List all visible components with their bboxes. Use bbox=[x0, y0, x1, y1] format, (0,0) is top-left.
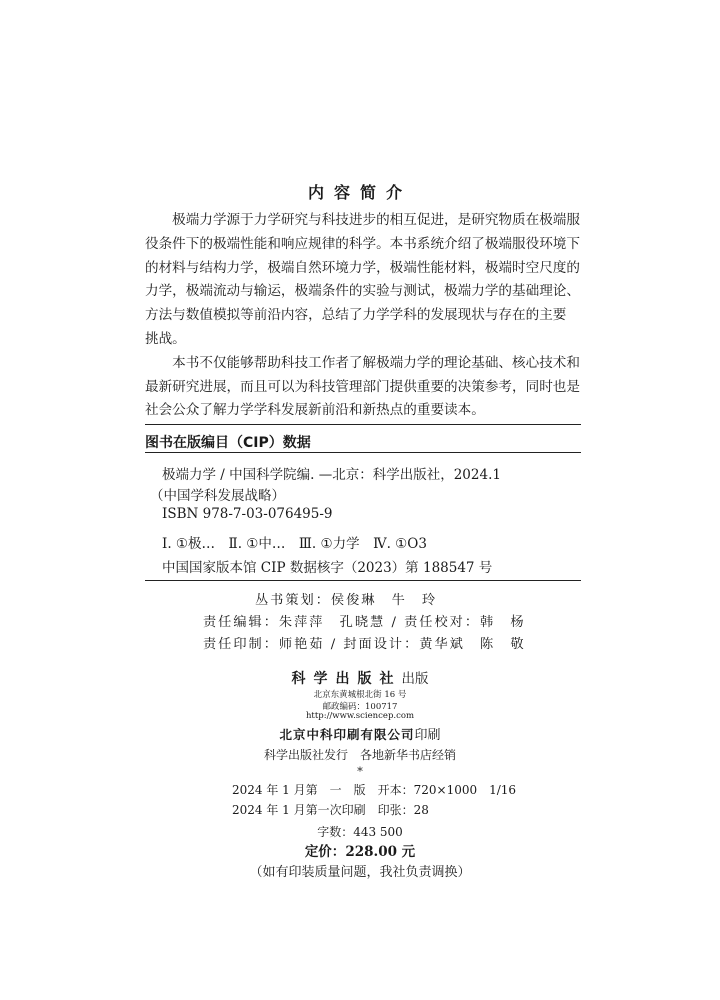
cip-record-number: 中国国家版本馆 CIP 数据核字（2023）第 188547 号 bbox=[162, 560, 493, 576]
summary-line: 社会公众了解力学学科发展新前沿和新热点的重要读本。 bbox=[145, 402, 485, 419]
print-cover-credit: 责任印制：师艳茹 / 封面设计：黄华斌 陈 敬 bbox=[203, 637, 526, 652]
cip-series-line: （中国学科发展战略） bbox=[150, 488, 285, 504]
printer-suffix: 印刷 bbox=[414, 728, 441, 743]
printing-info: 2024 年 1 月第一次印刷 印张：28 bbox=[232, 803, 429, 817]
quality-notice: （如有印装质量问题，我社负责调换） bbox=[249, 865, 471, 880]
summary-line: 本书不仅能够帮助科技工作者了解极端力学的理论基础、核心技术和 bbox=[145, 354, 580, 371]
edition-info: 2024 年 1 月第 一 版 开本：720×1000 1/16 bbox=[232, 783, 517, 797]
publisher-line bbox=[0, 667, 720, 688]
summary-line: 役条件下的极端性能和响应规律的科学。本书系统介绍了极端服役环境下 bbox=[145, 235, 580, 252]
section-title: 内容简介 bbox=[307, 183, 412, 202]
cip-heading: 图书在版编目（CIP）数据 bbox=[145, 435, 311, 451]
summary-line: 极端力学源于力学研究与科技进步的相互促进，是研究物质在极端服 bbox=[145, 212, 580, 228]
publisher-address: 北京东黄城根北街 16 号 bbox=[313, 690, 407, 700]
price-line bbox=[0, 840, 720, 860]
summary-paragraphs bbox=[145, 209, 581, 423]
price-label: 定价： bbox=[304, 844, 346, 860]
publisher-url: http://www.sciencep.com bbox=[305, 711, 415, 721]
editor-proofreader-credit: 责任编辑：朱萍萍 孔晓慧 / 责任校对：韩 杨 bbox=[203, 615, 526, 630]
summary-line: 方法与数值模拟等前沿内容，总结了力学学科的发展现状与存在的主要 bbox=[145, 307, 567, 324]
cip-classification: Ⅰ. ①极… Ⅱ. ①中… Ⅲ. ①力学 Ⅳ. ①O3 bbox=[162, 536, 427, 552]
cip-isbn: ISBN 978-7-03-076495-9 bbox=[162, 506, 333, 522]
publisher-suffix: 出版 bbox=[401, 671, 429, 687]
summary-line: 力学，极端流动与输运，极端条件的实验与测试，极端力学的基础理论、 bbox=[145, 283, 580, 300]
distribution-line: 科学出版社发行 各地新华书店经销 bbox=[263, 748, 456, 762]
cip-bottom-rule bbox=[145, 580, 581, 581]
summary-line: 的材料与结构力学，极端自然环境力学，极端性能材料，极端时空尺度的 bbox=[145, 259, 580, 276]
cip-top-rule bbox=[145, 424, 581, 425]
summary-line: 挑战。 bbox=[145, 330, 186, 347]
series-planner-credit: 丛书策划：侯俊琳 牛 玲 bbox=[255, 593, 438, 608]
summary-line: 最新研究进展，而且可以为科技管理部门提供重要的决策参考，同时也是 bbox=[145, 378, 580, 395]
price-value: 228.00 元 bbox=[345, 844, 416, 860]
publisher-logo-text: 科学出版社 bbox=[291, 671, 402, 687]
cip-title-line: 极端力学 / 中国科学院编. —北京：科学出版社，2024.1 bbox=[162, 467, 501, 483]
printer-name: 北京中科印刷有限公司 bbox=[279, 727, 415, 742]
publisher-postcode: 邮政编码：100717 bbox=[322, 702, 398, 712]
word-count: 字数：443 500 bbox=[317, 825, 403, 839]
cip-heading-rule bbox=[145, 452, 581, 453]
printer-line bbox=[0, 724, 720, 743]
separator-star: * bbox=[357, 764, 363, 778]
